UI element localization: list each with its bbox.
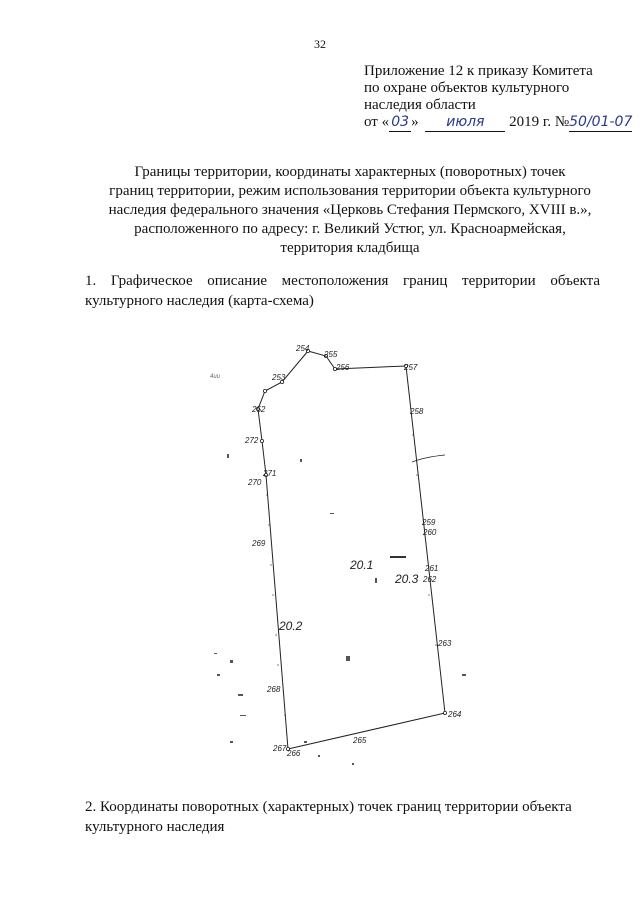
word: описание	[207, 273, 267, 289]
handwritten-day: 03	[389, 114, 411, 132]
point-label: 259	[422, 518, 436, 527]
point-label: 262	[423, 575, 437, 584]
word: границ	[403, 273, 448, 289]
point-label: 268	[267, 685, 281, 694]
handwritten-month: июля	[425, 114, 505, 132]
point-label: 254	[296, 344, 310, 353]
scan-specks	[214, 454, 466, 765]
appendix-line-1: Приложение 12 к приказу Комитета	[364, 63, 593, 79]
point-label: 272	[245, 436, 259, 445]
section-1-line-2: культурного наследия (карта-схема)	[85, 293, 314, 309]
point-label: 264	[448, 710, 462, 719]
point-label: 257	[404, 363, 418, 372]
section-2-line-2: культурного наследия	[85, 819, 225, 835]
appendix-block	[364, 63, 632, 132]
point-label: 253	[272, 373, 286, 382]
point-label: 255	[324, 350, 338, 359]
word: 1.	[85, 273, 97, 289]
boundary-map	[190, 335, 480, 765]
marginal-text: 4ии	[210, 374, 221, 380]
point-label: 267	[273, 744, 287, 753]
year-text: 2019 г. №	[509, 114, 570, 130]
title-line-3: наследия федерального значения «Церковь Стефания Пермского, XVIII в.»,	[108, 202, 592, 218]
title-line-4: расположенного по адресу: г. Великий Устюг, ул. Красноармейская,	[134, 221, 566, 237]
title-line-5: территория кладбища	[280, 240, 420, 256]
appendix-line-3: наследия области	[364, 97, 476, 113]
point-label: 269	[252, 539, 266, 548]
point-label: 263	[438, 639, 452, 648]
handwritten-number: 50/01-07	[569, 114, 633, 130]
point-label: 270	[248, 478, 262, 487]
word: местоположения	[281, 273, 389, 289]
document-title	[60, 163, 640, 258]
point-label: 261	[425, 564, 439, 573]
point-label: 258	[410, 407, 424, 416]
word: территории	[462, 273, 536, 289]
title-line-2: границ территории, режим использования территории объекта культурного	[109, 183, 591, 199]
point-label: 256	[336, 363, 350, 372]
section-1-line-1	[85, 271, 600, 291]
appendix-date-line	[364, 114, 632, 132]
zone-label-20-1: 20.1	[350, 558, 374, 572]
point-label: 260	[423, 528, 437, 537]
point-labels	[244, 344, 462, 758]
zone-labels	[278, 558, 419, 633]
zone-label-20-2: 20.2	[279, 619, 303, 633]
zone-label-20-3: 20.3	[395, 572, 419, 586]
date-prefix: от «	[364, 114, 390, 130]
point-label: 271	[263, 469, 277, 478]
section-2-line-1: 2. Координаты поворотных (характерных) точек границ территории объекта	[85, 799, 572, 815]
point-label: 252	[252, 405, 266, 414]
appendix-line-2: по охране объектов культурного	[364, 80, 570, 96]
point-label: 265	[353, 736, 367, 745]
section-1-heading	[85, 271, 600, 311]
page-number: 32	[314, 37, 326, 51]
quote-close: »	[411, 114, 419, 130]
word: объекта	[550, 273, 600, 289]
section-2-heading	[85, 797, 600, 837]
title-line-1: Границы территории, координаты характерных (поворотных) точек	[134, 164, 566, 180]
word: Графическое	[110, 273, 193, 289]
point-label: 266	[287, 749, 301, 758]
